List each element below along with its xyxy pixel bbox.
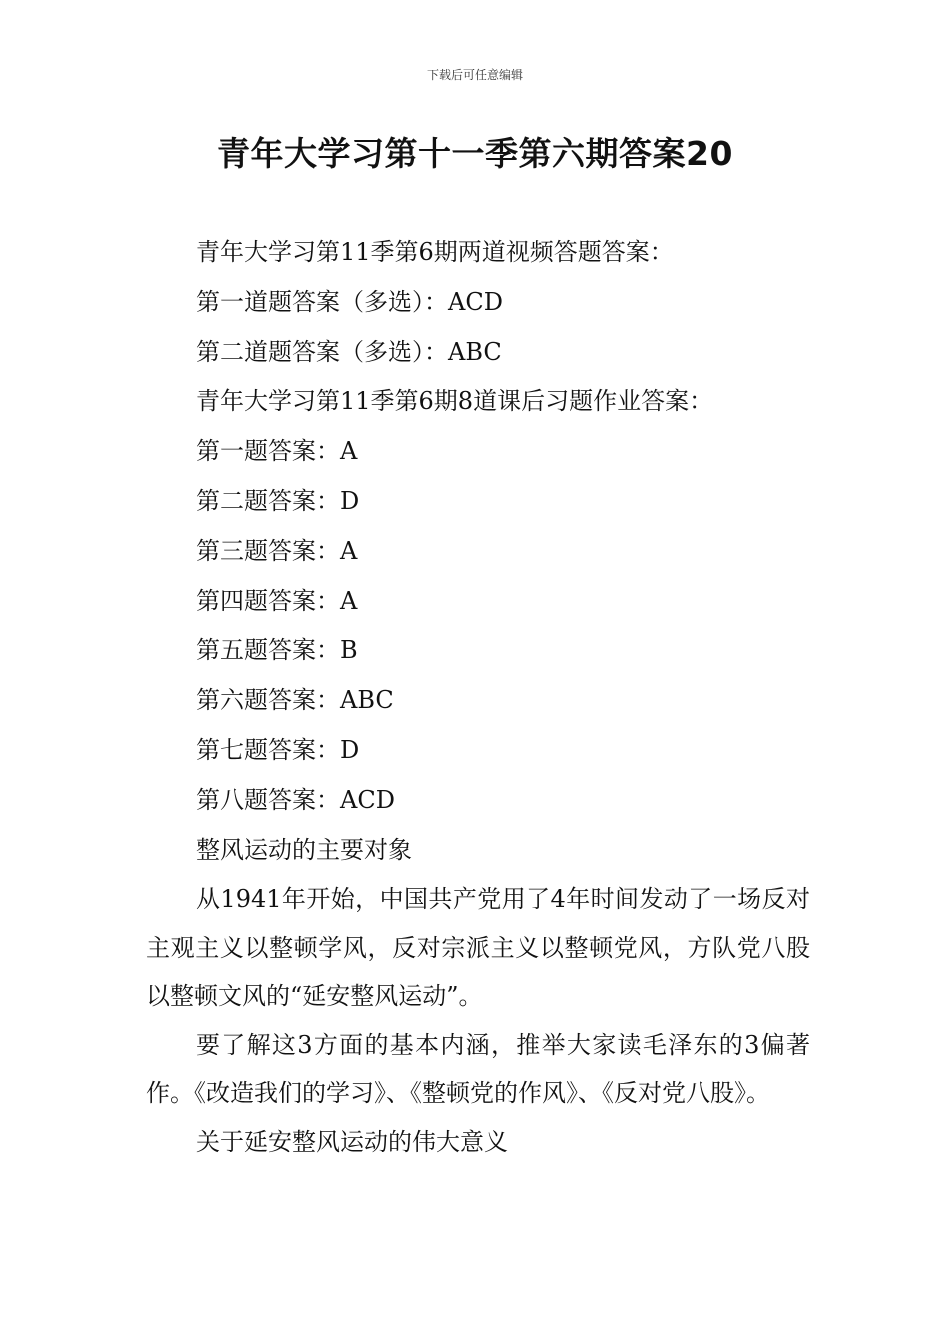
homework-answer-8: 第八题答案：ACD — [196, 785, 395, 814]
homework-section-heading: 青年大学习第11季第6期8道课后习题作业答案： — [196, 387, 714, 416]
rectification-paragraph-1: 从1941年开始，中国共产党用了4年时间发动了一场反对主观主义以整顿学风，反对宗派主义以整顿党风，方队党八股以整顿文风的“延安整风运动”。 — [146, 885, 810, 1011]
header-note: 下载后可任意编辑 — [426, 68, 523, 82]
homework-answer-7: 第七题答案：D — [196, 735, 360, 764]
page-title: 青年大学习第十一季第六期答案20 — [217, 134, 733, 173]
homework-answer-2: 第二题答案：D — [196, 486, 360, 515]
homework-answer-6: 第六题答案：ABC — [196, 686, 394, 715]
homework-answer-4: 第四题答案：A — [196, 586, 358, 615]
rectification-heading: 整风运动的主要对象 — [196, 835, 412, 864]
significance-heading: 关于延安整风运动的伟大意义 — [196, 1127, 508, 1156]
document-body — [146, 228, 810, 1168]
video-section-heading: 青年大学习第11季第6期两道视频答题答案： — [196, 238, 674, 266]
rectification-paragraph-2: 要了解这3方面的基本内涵，推举大家读毛泽东的3偏著作。《改造我们的学习》、《整顿党的作风》、《反对党八股》。 — [146, 1030, 810, 1108]
video-answer-2: 第二道题答案（多选）：ABC — [196, 337, 502, 366]
homework-answer-1: 第一题答案：A — [196, 437, 358, 466]
homework-answer-5: 第五题答案：B — [196, 636, 358, 665]
video-answer-1: 第一道题答案（多选）：ACD — [196, 287, 503, 316]
homework-answer-3: 第三题答案：A — [196, 536, 358, 565]
